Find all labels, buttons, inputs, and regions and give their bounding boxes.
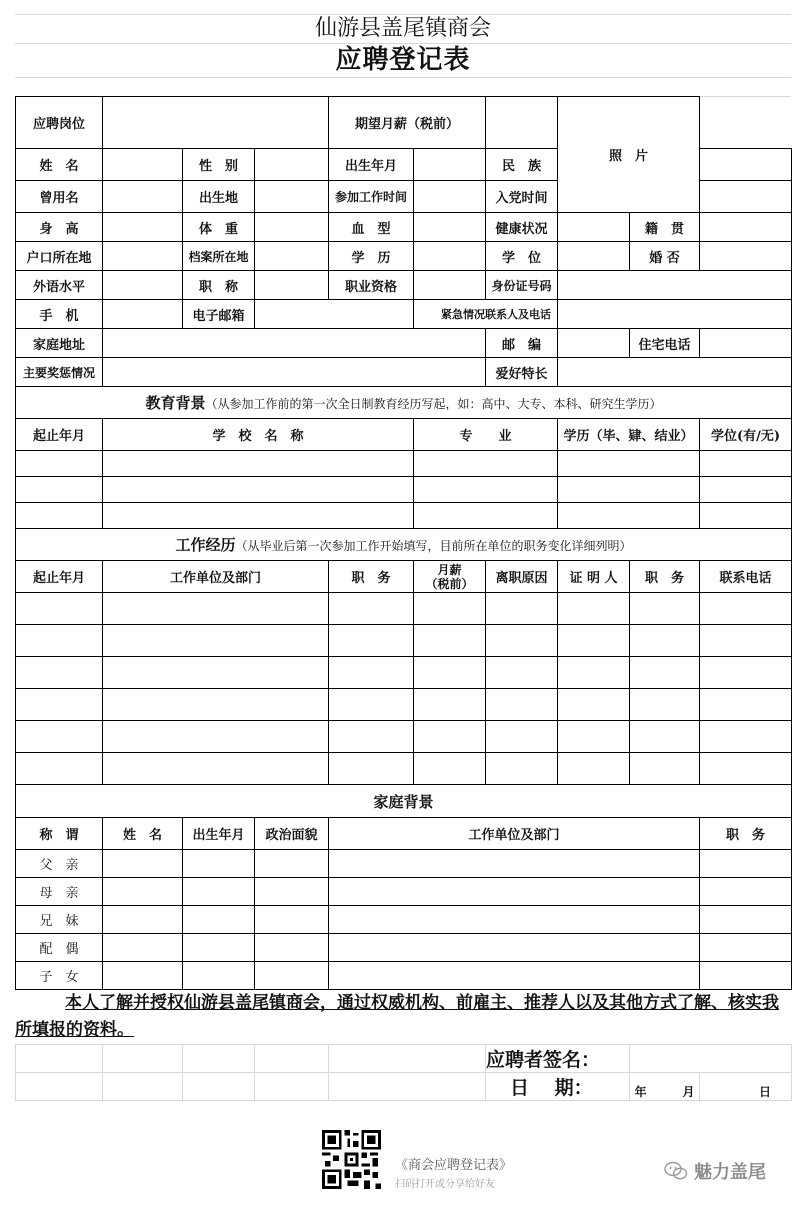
edu-cell[interactable] [700,503,792,529]
fam-cell[interactable] [103,906,183,934]
work-cell[interactable] [103,625,329,657]
edu-cell[interactable] [558,503,700,529]
work-cell[interactable] [486,753,558,785]
work-cell[interactable] [414,593,486,625]
work-cell[interactable] [414,753,486,785]
work-cell[interactable] [630,657,700,689]
education-note: （从参加工作前的第一次全日制教育经历写起，如：高中、大专、本科、研究生学历） [205,397,662,411]
input-degree[interactable] [558,242,630,271]
edu-col-level: 学历（毕、肄、结业） [558,419,700,451]
table-row [16,625,792,657]
signature-table [15,1044,792,1101]
label-height: 身 高 [16,213,103,242]
edu-cell[interactable] [414,451,558,477]
fam-cell[interactable] [255,906,329,934]
work-cell[interactable] [630,721,700,753]
input-archive[interactable] [255,242,329,271]
fam-cell[interactable] [329,934,700,962]
work-cell[interactable] [558,593,630,625]
input-hukou[interactable] [103,242,183,271]
input-marital[interactable] [700,242,792,271]
work-col-period: 起止年月 [16,561,103,593]
sign-blank [329,1073,486,1101]
org-name: 仙游县盖尾镇商会 [15,14,791,44]
work-cell[interactable] [486,689,558,721]
table-row [16,906,792,934]
table-row [16,503,792,529]
fam-cell[interactable] [255,878,329,906]
label-party-time: 入党时间 [486,181,558,213]
signature-area [15,1044,791,1098]
fam-cell[interactable] [255,850,329,878]
work-col-post: 职 务 [329,561,414,593]
work-cell[interactable] [630,625,700,657]
work-cell[interactable] [329,657,414,689]
work-col-witness: 证 明 人 [558,561,630,593]
edu-cell[interactable] [700,477,792,503]
input-birthplace[interactable] [255,181,329,213]
family-heading [16,785,792,818]
wechat-icon [664,1161,688,1181]
work-col-salary-line1: 月薪 [437,562,462,577]
label-former-name: 曾用名 [16,181,103,213]
work-cell[interactable] [329,721,414,753]
input-ethnicity[interactable] [700,149,792,181]
work-cell[interactable] [329,625,414,657]
work-heading [16,529,792,561]
input-height[interactable] [103,213,183,242]
date-day-cell[interactable] [700,1073,792,1101]
edu-cell[interactable] [103,477,414,503]
label-name: 姓 名 [16,149,103,181]
fam-cell[interactable] [103,934,183,962]
input-title[interactable] [255,271,329,300]
edu-cell[interactable] [16,451,103,477]
label-degree: 学 位 [486,242,558,271]
table-row [16,593,792,625]
input-mobile[interactable] [103,300,183,329]
work-cell[interactable] [16,593,103,625]
work-col-salary-line2: （税前） [425,576,474,591]
share-hint: 扫码打开或分享给好友 [395,1179,495,1190]
edu-cell[interactable] [103,503,414,529]
education-heading [16,387,792,419]
fam-cell[interactable] [700,962,792,990]
input-language[interactable] [103,271,183,300]
fam-cell[interactable] [255,962,329,990]
label-origin: 籍 贯 [630,213,700,242]
label-work-start: 参加工作时间 [329,181,414,213]
edu-col-degree: 学位(有/无) [700,419,792,451]
work-col-post2: 职 务 [630,561,700,593]
input-expected-salary[interactable] [486,97,558,149]
relation-siblings: 兄 妹 [16,906,103,934]
work-cell[interactable] [700,689,792,721]
fam-col-unit: 工作单位及部门 [329,818,700,850]
work-cell[interactable] [630,753,700,785]
sign-blank [255,1073,329,1101]
edu-cell[interactable] [558,451,700,477]
label-birthplace: 出生地 [183,181,255,213]
table-row [16,451,792,477]
date-day: 日 [758,1085,771,1099]
photo-box[interactable]: 照 片 [558,97,700,213]
table-row [16,477,792,503]
label-weight: 体 重 [183,213,255,242]
work-cell[interactable] [558,689,630,721]
input-address[interactable] [103,329,486,358]
label-postcode: 邮 编 [486,329,558,358]
relation-mother: 母 亲 [16,878,103,906]
label-marital: 婚 否 [630,242,700,271]
work-cell[interactable] [103,689,329,721]
table-row [16,689,792,721]
sign-blank [183,1073,255,1101]
work-cell[interactable] [329,593,414,625]
work-cell[interactable] [329,753,414,785]
label-expected-salary: 期望月薪（税前） [329,97,486,149]
input-hobbies[interactable] [558,358,792,387]
label-awards: 主要奖惩情况 [16,358,103,387]
edu-cell[interactable] [414,503,558,529]
sign-blank [103,1073,183,1101]
work-cell[interactable] [16,753,103,785]
relation-father: 父 亲 [16,850,103,878]
input-awards[interactable] [103,358,486,387]
label-hobbies: 爱好特长 [486,358,558,387]
work-cell[interactable] [486,721,558,753]
work-cell[interactable] [16,689,103,721]
work-cell[interactable] [700,593,792,625]
work-col-phone: 联系电话 [700,561,792,593]
edu-col-school: 学 校 名 称 [103,419,414,451]
input-party-time[interactable] [700,181,792,213]
fam-cell[interactable] [329,850,700,878]
work-cell[interactable] [630,689,700,721]
label-id-number: 身份证号码 [486,271,558,300]
fam-cell[interactable] [329,906,700,934]
fam-cell[interactable] [183,906,255,934]
input-name[interactable] [103,149,183,181]
table-row [16,962,792,990]
date-month: 月 [682,1085,695,1099]
table-row [16,657,792,689]
sign-blank [16,1045,103,1073]
fam-cell[interactable] [700,850,792,878]
work-cell[interactable] [558,753,630,785]
fam-cell[interactable] [700,906,792,934]
label-birth: 出生年月 [329,149,414,181]
sign-blank [103,1045,183,1073]
declaration-text: 本人了解并授权仙游县盖尾镇商会，通过权威机构、前雇主、推荐人以及其他方式了解、核实我所填报的资料。 [15,993,779,1040]
fam-col-relation: 称 谓 [16,818,103,850]
label-hukou: 户口所在地 [16,242,103,271]
input-qualification[interactable] [414,271,486,300]
education-title: 教育背景 [145,394,206,412]
work-note: （从毕业后第一次参加工作开始填写，目前所在单位的职务变化详细列明） [235,539,632,553]
fam-cell[interactable] [183,934,255,962]
work-cell[interactable] [558,721,630,753]
input-home-phone[interactable] [700,329,792,358]
sign-blank [329,1045,486,1073]
edu-col-period: 起止年月 [16,419,103,451]
work-cell[interactable] [329,689,414,721]
fam-cell[interactable] [329,878,700,906]
label-email: 电子邮箱 [183,300,255,329]
fam-cell[interactable] [103,850,183,878]
label-archive: 档案所在地 [183,242,255,271]
table-row [16,850,792,878]
label-ethnicity: 民 族 [486,149,558,181]
table-row [16,753,792,785]
share-footer [0,1120,806,1205]
sign-blank [16,1073,103,1101]
fam-col-post: 职 务 [700,818,792,850]
spacer-row [15,78,791,97]
label-education: 学 历 [329,242,414,271]
label-address: 家庭地址 [16,329,103,358]
input-blood[interactable] [414,213,486,242]
fam-cell[interactable] [183,850,255,878]
date-year: 年 [634,1085,647,1099]
relation-children: 子 女 [16,962,103,990]
input-health[interactable] [558,213,630,242]
table-row [16,934,792,962]
input-former-name[interactable] [103,181,183,213]
work-col-salary [414,561,486,593]
signature-label: 应聘者签名： [486,1045,630,1073]
label-emergency: 紧急情况联系人及电话 [414,300,558,329]
edu-cell[interactable] [414,477,558,503]
date-label: 日 期： [486,1073,630,1101]
fam-cell[interactable] [103,878,183,906]
edu-cell[interactable] [103,451,414,477]
fam-cell[interactable] [700,878,792,906]
label-health: 健康状况 [486,213,558,242]
work-cell[interactable] [414,625,486,657]
label-blood: 血 型 [329,213,414,242]
fam-col-politics: 政治面貌 [255,818,329,850]
label-language: 外语水平 [16,271,103,300]
fam-cell[interactable] [183,878,255,906]
work-cell[interactable] [103,721,329,753]
relation-spouse: 配 偶 [16,934,103,962]
work-cell[interactable] [700,657,792,689]
input-emergency[interactable] [558,300,792,329]
work-col-reason: 离职原因 [486,561,558,593]
application-form-table [15,96,792,990]
sign-blank [255,1045,329,1073]
work-cell[interactable] [700,625,792,657]
work-cell[interactable] [414,657,486,689]
work-cell[interactable] [414,689,486,721]
input-id-number[interactable] [558,271,792,300]
input-education[interactable] [414,242,486,271]
work-title: 工作经历 [175,536,236,554]
sign-blank [183,1045,255,1073]
label-title: 职 称 [183,271,255,300]
work-cell[interactable] [103,593,329,625]
input-gender[interactable] [255,149,329,181]
work-col-unit: 工作单位及部门 [103,561,329,593]
work-cell[interactable] [700,721,792,753]
work-cell[interactable] [16,625,103,657]
input-position[interactable] [103,97,329,149]
fam-cell[interactable] [103,962,183,990]
table-row [16,878,792,906]
qr-code-icon[interactable] [322,1130,381,1189]
work-cell[interactable] [558,625,630,657]
input-birth[interactable] [414,149,486,181]
date-year-month[interactable] [630,1073,700,1101]
fam-cell[interactable] [329,962,700,990]
form-title: 应聘登记表 [15,43,791,78]
work-cell[interactable] [486,657,558,689]
input-work-start[interactable] [414,181,486,213]
work-cell[interactable] [486,625,558,657]
input-weight[interactable] [255,213,329,242]
table-row [16,721,792,753]
fam-col-birth: 出生年月 [183,818,255,850]
input-origin[interactable] [700,213,792,242]
fam-cell[interactable] [183,962,255,990]
work-cell[interactable] [103,657,329,689]
edu-cell[interactable] [558,477,700,503]
work-cell[interactable] [558,657,630,689]
share-title: 《商会应聘登记表》 [395,1158,513,1173]
work-cell[interactable] [630,593,700,625]
family-title: 家庭背景 [373,792,434,811]
fam-cell[interactable] [255,934,329,962]
watermark-text: 魅力盖尾 [694,1162,766,1183]
label-qualification: 职业资格 [329,271,414,300]
fam-cell[interactable] [700,934,792,962]
work-cell[interactable] [700,753,792,785]
watermark [664,1158,766,1184]
work-cell[interactable] [103,753,329,785]
fam-col-name: 姓 名 [103,818,183,850]
label-mobile: 手 机 [16,300,103,329]
label-home-phone: 住宅电话 [630,329,700,358]
work-cell[interactable] [16,721,103,753]
input-email[interactable] [255,300,414,329]
signature-input[interactable] [630,1045,792,1073]
edu-cell[interactable] [16,477,103,503]
work-cell[interactable] [486,593,558,625]
label-position: 应聘岗位 [16,97,103,149]
label-gender: 性 别 [183,149,255,181]
work-cell[interactable] [16,657,103,689]
edu-cell[interactable] [700,451,792,477]
edu-col-major: 专 业 [414,419,558,451]
input-postcode[interactable] [558,329,630,358]
edu-cell[interactable] [16,503,103,529]
work-cell[interactable] [414,721,486,753]
